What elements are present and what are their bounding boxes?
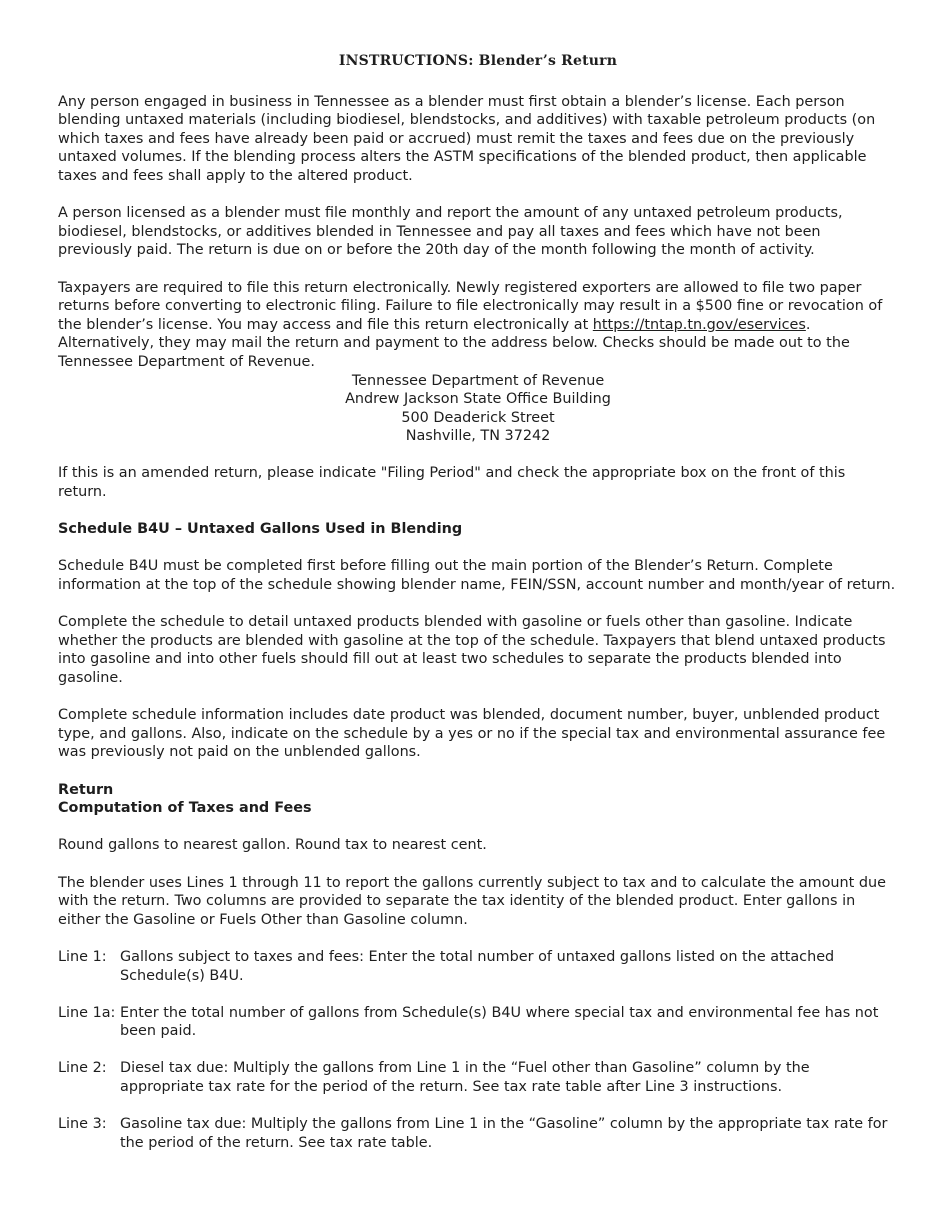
instructions-page — [58, 52, 898, 1171]
mailing-address — [58, 372, 898, 446]
paragraph-schedule-first: Schedule B4U must be completed first before filling out the main portion of the Blender’s Return. Complete information at the top of the schedule showing blender name, FEIN/SSN, account number and month/year of return. — [58, 558, 896, 594]
page-title: INSTRUCTIONS: Blender’s Return — [338, 53, 618, 69]
paragraph-schedule-info: Complete schedule information includes date product was blended, document number, buyer, unblended product type, and gallons. Also, indicate on the schedule by a yes or no if the special tax and environmental assurance fee was previously not paid on the unblended gallons. — [58, 707, 886, 761]
line-text: Diesel tax due: Multiply the gallons from Line 1 in the “Fuel other than Gasoline” column by the appropriate tax rate for the period of the return. See tax rate table after Line 3 instructions. — [120, 1060, 810, 1096]
computation-heading: Computation of Taxes and Fees — [58, 800, 312, 817]
paragraph-electronic-filing — [58, 279, 898, 372]
paragraph-monthly-filing: A person licensed as a blender must file monthly and report the amount of any untaxed petroleum products, biodiesel, blendstocks, or additives blended in Tennessee and pay all taxes and fees which have not been previously paid. The return is due on or before the 20th day of the month following the month of activity. — [58, 205, 843, 259]
electronic-filing-text: Taxpayers are required to file this return electronically. Newly registered exporters are allowed to file two paper returns before converting to electronic filing. Failure to file electronically may result in a $500 fine or revocation of the blender’s license. You may access and file this return electronically at — [58, 279, 883, 333]
line-text: Gasoline tax due: Multiply the gallons from Line 1 in the “Gasoline” column by the appropriate tax rate for the period of the return. See tax rate table. — [120, 1116, 888, 1151]
paragraph-lines-overview: The blender uses Lines 1 through 11 to report the gallons currently subject to tax and to calculate the amount due with the return. Two columns are provided to separate the tax identity of the blended product. Enter gallons in either the Gasoline or Fuels Other than Gasoline column. — [58, 874, 886, 928]
paragraph-rounding: Round gallons to nearest gallon. Round tax to nearest cent. — [58, 837, 487, 854]
line-item — [58, 1004, 898, 1041]
schedule-heading: Schedule B4U – Untaxed Gallons Used in Blending — [58, 521, 463, 538]
paragraph-amended: If this is an amended return, please indicate "Filing Period" and check the appropriate box on the front of this return. — [58, 465, 846, 501]
return-heading: Return — [58, 781, 114, 798]
line-text: Gallons subject to taxes and fees: Enter the total number of untaxed gallons listed on the attached Schedule(s) B4U. — [120, 948, 835, 984]
line-label: Line 1a: — [58, 1004, 116, 1021]
address-line-2: Andrew Jackson State Office Building — [345, 391, 611, 408]
address-line-3: 500 Deaderick Street — [401, 409, 555, 426]
line-item — [58, 948, 898, 985]
line-item — [58, 1059, 898, 1096]
line-label: Line 1: — [58, 948, 107, 965]
paragraph-schedule-detail: Complete the schedule to detail untaxed products blended with gasoline or fuels other than gasoline. Indicate whether the products are blended with gasoline at the top of the schedule. Taxpayers that blend untaxed products into gasoline and into other fuels should fill out at least two schedules to separate the products blended into gasoline. — [58, 614, 886, 686]
line-label: Line 2: — [58, 1060, 107, 1077]
line-item — [58, 1115, 898, 1152]
line-label: Line 3: — [58, 1116, 107, 1133]
return-heading-block — [58, 781, 898, 818]
paragraph-license: Any person engaged in business in Tennessee as a blender must first obtain a blender’s license. Each person blending untaxed materials (including biodiesel, blendstocks, and additives) with taxable petroleum products (on which taxes and fees have already been paid or accrued) must remit the taxes and fees due on the previously untaxed volumes. If the blending process alters the ASTM specifications of the blended product, then applicable taxes and fees shall apply to the altered product. — [58, 93, 876, 184]
eservices-link[interactable]: https://tntap.tn.gov/eservices — [592, 316, 806, 333]
address-line-1: Tennessee Department of Revenue — [351, 372, 605, 389]
line-text: Enter the total number of gallons from Schedule(s) B4U where special tax and environmental fee has not been paid. — [120, 1004, 879, 1040]
address-line-4: Nashville, TN 37242 — [405, 428, 551, 445]
electronic-filing-text-cont: . Alternatively, they may mail the return and payment to the address below. Checks should be made out to the Tennessee Department of Revenue. — [58, 316, 850, 370]
